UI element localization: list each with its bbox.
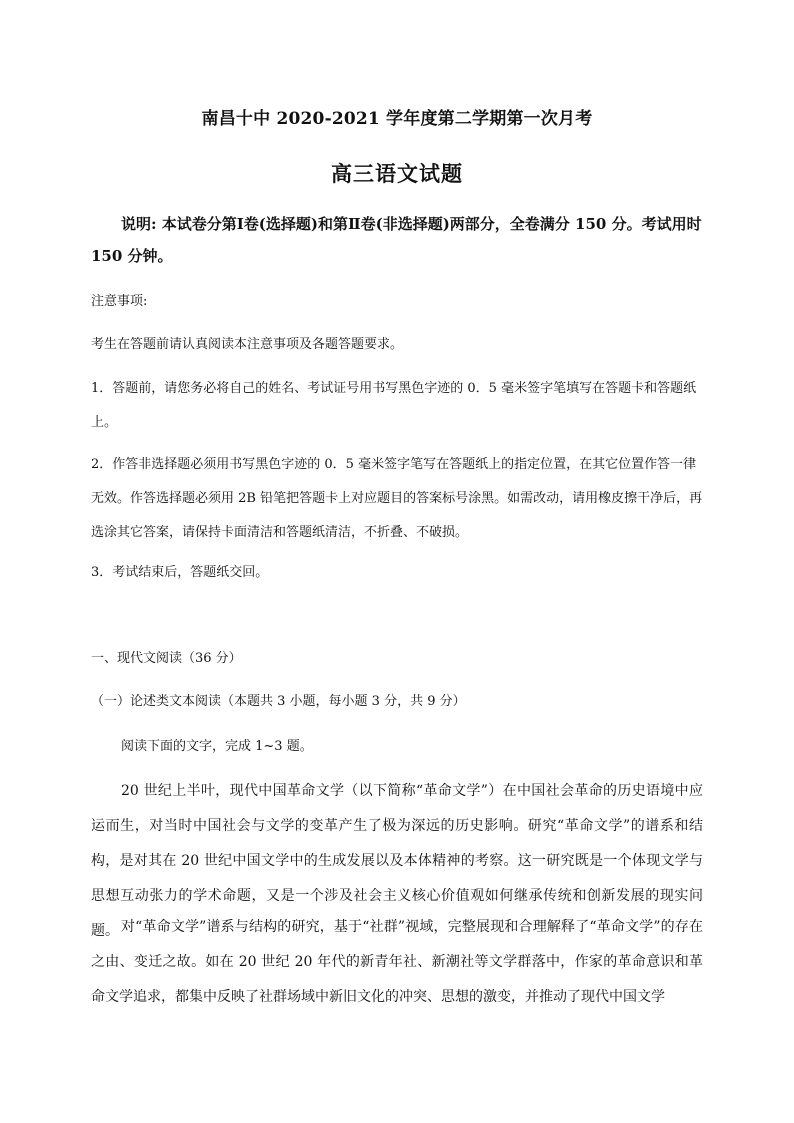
subsection-title: （一）论述类文本阅读（本题共 3 小题，每小题 3 分，共 9 分） [91, 694, 466, 709]
notice-lead: 考生在答题前请认真阅读本注意事项及各题答题要求。 [91, 337, 404, 352]
section-title: 一、现代文阅读（36 分） [91, 651, 242, 666]
reading-prompt: 阅读下面的文字，完成 1~3 题。 [121, 739, 313, 754]
subject-title: 高三语文试题 [331, 161, 463, 186]
notice-item-1: 1．答题前，请您务必将自己的姓名、考试证号用书写黑色字迹的 0．5 毫米签字笔填写在答题卡和答题纸上。 [91, 381, 697, 430]
exam-title: 南昌十中 2020-2021 学年度第二学期第一次月考 [201, 109, 593, 129]
notice-item-2: 2．作答非选择题必须用书写黑色字迹的 0．5 毫米签字笔写在答题纸上的指定位置，在其它位置作答一律无效。作答选择题必须用 2B 铅笔把答题卡上对应题目的答案标号涂黑。如需改动，请用橡皮擦干净后，再选涂其它答案，请保持卡面清洁和答题纸清洁，不折叠、不破损。 [91, 457, 703, 540]
passage-paragraph-2: 对“革命文学”谱系与结构的研究，基于“社群”视域，完整展现和合理解释了“革命文学”的存在之由、变迁之故。如在 20 世纪 20 年代的新青年社、新潮社等文学群落中，作家的革命意识和革命文学追求，都集中反映了社群场域中新旧文化的冲突、思想的激变，并推动了现代中国文学 [91, 919, 703, 1005]
passage-paragraph-1: 20 世纪上半叶，现代中国革命文学（以下简称“革命文学”）在中国社会革命的历史语境中应运而生，对当时中国社会与文学的变革产生了极为深远的历史影响。研究“革命文学”的谱系和结构，是对其在 20 世纪中国文学中的生成发展以及本体精神的考察。这一研究既是一个体现文学与思想互动张力的学术命题，又是一个涉及社会主义核心价值观如何继承传统和创新发展的现实问题。 [91, 783, 703, 939]
notice-item-3: 3．考试结束后，答题纸交回。 [91, 565, 269, 580]
exam-instructions: 说明: 本试卷分第Ⅰ卷(选择题)和第Ⅱ卷(非选择题)两部分，全卷满分 150 分。考试用时 150 分钟。 [91, 215, 702, 265]
notice-title: 注意事项: [91, 294, 148, 309]
